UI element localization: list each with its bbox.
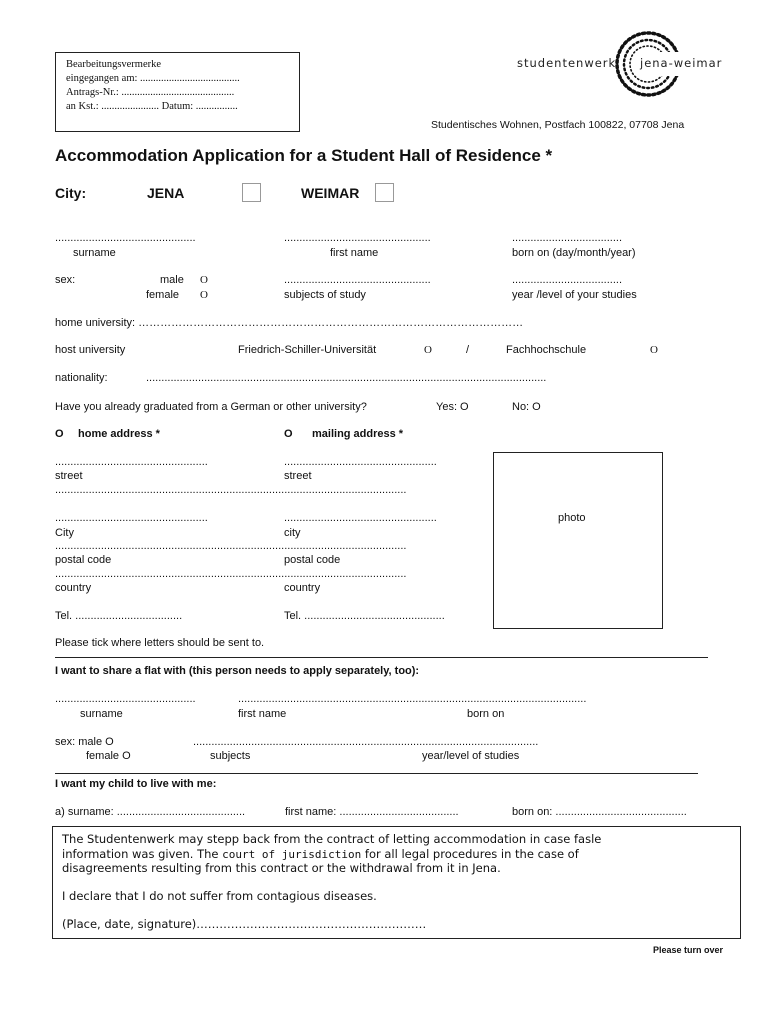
home-postal-code-label: postal code xyxy=(55,554,112,566)
share-born-label: born on xyxy=(467,708,505,720)
year-label: year /level of your studies xyxy=(512,289,637,301)
subjects-label: subjects of study xyxy=(284,289,366,301)
mailing-street-label: street xyxy=(284,470,312,482)
office-kst-date-line: an Kst.: ...................... Datum: ................ xyxy=(66,101,238,112)
mailing-tel-field[interactable]: Tel. .............................................. xyxy=(284,610,445,622)
share-surname-field[interactable]: .............................................. xyxy=(55,693,196,705)
home-street-label: street xyxy=(55,470,83,482)
city-jena-label: JENA xyxy=(147,185,185,201)
office-heading: Bearbeitungsvermerke xyxy=(66,59,162,70)
graduated-question: Have you already graduated from a German or other university? xyxy=(55,401,367,413)
turn-over-note: Please turn over xyxy=(653,945,724,955)
host-separator: / xyxy=(466,344,470,356)
mailing-postal-code-label: postal code xyxy=(284,554,341,566)
logo-text-left: studentenwerk xyxy=(517,56,617,70)
signature-field[interactable]: (Place, date, signature)…………………………………………………… xyxy=(62,917,427,931)
sex-female-radio[interactable]: O xyxy=(200,289,208,301)
sex-female-label: female xyxy=(146,289,180,301)
share-name-born-field[interactable]: .................................................................................................................. xyxy=(238,693,587,705)
child-surname-field[interactable]: a) surname: .......................................... xyxy=(55,806,246,818)
host-university-label: host university xyxy=(55,344,126,356)
nationality-field[interactable]: ................................................................................................................................... xyxy=(146,372,547,384)
organisation-address: Studentisches Wohnen, Postfach 100822, 07708 Jena xyxy=(431,119,685,131)
declaration-line-2: information was given. The court of jurisdiction for all legal procedures in the case of xyxy=(62,847,579,861)
sex-label: sex: xyxy=(55,274,76,286)
child-heading: I want my child to live with me: xyxy=(55,778,217,790)
child-born-field[interactable]: born on: ........................................... xyxy=(512,806,687,818)
tick-note: Please tick where letters should be sent to. xyxy=(55,637,265,649)
surname-field[interactable]: .............................................. xyxy=(55,232,196,244)
city-jena-checkbox[interactable] xyxy=(242,183,261,202)
declaration-line-1: The Studentenwerk may stepp back from the contract of letting accommodation in case fasle xyxy=(62,832,602,846)
city-extra-line[interactable]: ................................................................................................................... xyxy=(55,540,407,552)
office-received-line: eingegangen am: ...................................... xyxy=(66,73,240,84)
share-heading: I want to share a flat with (this person needs to apply separately, too): xyxy=(55,665,420,677)
photo-box[interactable] xyxy=(493,452,663,629)
first-name-field[interactable]: ................................................ xyxy=(284,232,431,244)
home-address-radio[interactable]: O xyxy=(55,428,64,440)
home-city-field[interactable]: .................................................. xyxy=(55,512,208,524)
nationality-label: nationality: xyxy=(55,372,108,384)
city-weimar-checkbox[interactable] xyxy=(375,183,394,202)
declaration-line-3: disagreements resulting from this contract or the withdrawal from it in Jena. xyxy=(62,861,501,875)
postal-extra-line[interactable]: ................................................................................................................... xyxy=(55,568,407,580)
share-subjects-label: subjects xyxy=(210,750,251,762)
mailing-street-field[interactable]: .................................................. xyxy=(284,456,437,468)
host-fh-label: Fachhochschule xyxy=(506,344,587,356)
mailing-city-field[interactable]: .................................................. xyxy=(284,512,437,524)
host-fh-radio[interactable]: O xyxy=(650,344,658,356)
declaration-health: I declare that I do not suffer from contagious diseases. xyxy=(62,889,377,903)
sex-male-label: male xyxy=(160,274,184,286)
graduated-yes-radio[interactable]: Yes: O xyxy=(436,401,469,413)
host-fsu-radio[interactable]: O xyxy=(424,344,432,356)
share-subjects-field[interactable]: ................................................................................................................. xyxy=(193,736,539,748)
mailing-country-label: country xyxy=(284,582,321,594)
host-fsu-label: Friedrich-Schiller-Universität xyxy=(238,344,377,356)
home-city-label: City xyxy=(55,527,74,539)
divider-child xyxy=(55,773,698,774)
city-weimar-label: WEIMAR xyxy=(301,185,360,201)
city-label: City: xyxy=(55,185,87,201)
sex-male-radio[interactable]: O xyxy=(200,274,208,286)
share-year-label: year/level of studies xyxy=(422,750,520,762)
home-university-field[interactable]: home university: …………………………………………………………………………………………… xyxy=(55,317,524,329)
child-first-name-field[interactable]: first name: ....................................... xyxy=(285,806,459,818)
share-surname-label: surname xyxy=(80,708,123,720)
logo-text-right: jena-weimar xyxy=(640,56,723,70)
share-sex-female[interactable]: female O xyxy=(86,750,131,762)
mailing-address-heading: mailing address * xyxy=(312,428,404,440)
share-sex-male[interactable]: sex: male O xyxy=(55,736,114,748)
mailing-address-radio[interactable]: O xyxy=(284,428,293,440)
divider-share xyxy=(55,657,708,658)
street-extra-line[interactable]: ................................................................................................................... xyxy=(55,484,407,496)
home-tel-field[interactable]: Tel. ................................... xyxy=(55,610,183,622)
surname-label: surname xyxy=(73,247,116,259)
home-country-label: country xyxy=(55,582,92,594)
page-title: Accommodation Application for a Student Hall of Residence * xyxy=(55,146,553,165)
office-application-no-line: Antrags-Nr.: ........................................... xyxy=(66,87,235,98)
home-street-field[interactable]: .................................................. xyxy=(55,456,208,468)
graduated-no-radio[interactable]: No: O xyxy=(512,401,541,413)
photo-label: photo xyxy=(558,512,586,524)
born-on-label: born on (day/month/year) xyxy=(512,247,636,259)
mailing-city-label: city xyxy=(284,527,301,539)
first-name-label: first name xyxy=(330,247,379,259)
home-address-heading: home address * xyxy=(78,428,160,440)
born-on-field[interactable]: .................................... xyxy=(512,232,623,244)
share-first-name-label: first name xyxy=(238,708,287,720)
subjects-field[interactable]: ................................................ xyxy=(284,274,431,286)
year-field[interactable]: .................................... xyxy=(512,274,623,286)
